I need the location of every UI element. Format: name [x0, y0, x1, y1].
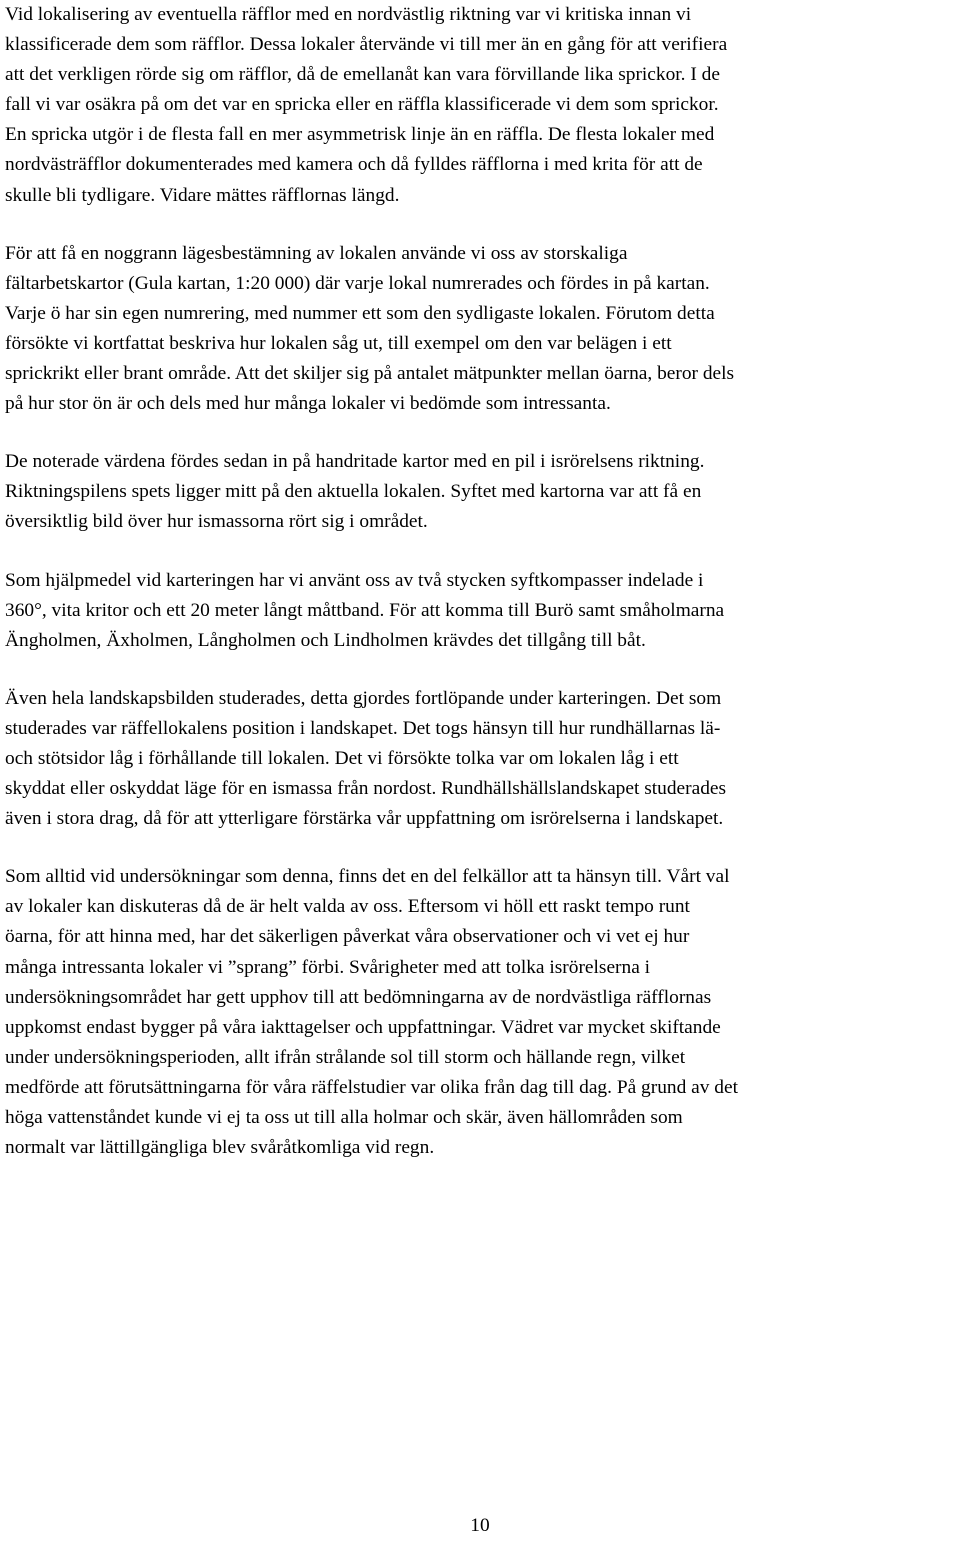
text-line: översiktlig bild över hur ismassorna rört sig i området.: [5, 511, 428, 533]
text-line: Vid lokalisering av eventuella räfflor med en nordvästlig riktning var vi kritiska innan vi: [5, 4, 692, 25]
paragraph-6: [5, 862, 955, 1163]
text-line: Varje ö har sin egen numrering, med nummer ett som den sydligaste lokalen. Förutom detta: [5, 302, 715, 324]
text-line: Riktningspilens spets ligger mitt på den aktuella lokalen. Syftet med kartorna var att få en: [5, 481, 702, 503]
text-line: sprickrikt eller brant område. Att det skiljer sig på antalet mätpunkter mellan öarna, beror dels: [5, 363, 735, 385]
text-line: Även hela landskapsbilden studerades, detta gjordes fortlöpande under karteringen. Det som: [5, 687, 722, 709]
text-line: höga vattenståndet kunde vi ej ta oss ut till alla holmar och skär, även hällområden som: [5, 1107, 683, 1128]
text-line: normalt var lättillgängliga blev svåråtkomliga vid regn.: [5, 1137, 435, 1159]
page-number: 10: [470, 1515, 490, 1536]
text-line: fältarbetskartor (Gula kartan, 1:20 000) där varje lokal numrerades och fördes in på kartan.: [5, 272, 710, 294]
text-line: studerades var räffellokalens position i landskapet. Det togs hänsyn till hur rundhällarnas lä-: [5, 717, 721, 739]
paragraph-1: [5, 0, 955, 211]
text-line: och stötsidor låg i förhållande till lokalen. Det vi försökte tolka var om lokalen låg i ett: [5, 747, 679, 769]
text-line: öarna, för att hinna med, har det säkerligen påverkat våra observationer och vi vet ej hur: [5, 926, 690, 948]
text-line: Som alltid vid undersökningar som denna, finns det en del felkällor att ta hänsyn till. Vårt val: [5, 866, 730, 888]
text-line: under undersökningsperioden, allt ifrån strålande sol till storm och hällande regn, vilket: [5, 1046, 686, 1068]
text-line: även i stora drag, då för att ytterligare förstärka vår uppfattning om isrörelserna i landskapet.: [5, 808, 724, 830]
paragraph-4: [5, 566, 955, 656]
text-line: undersökningsområdet har gett upphov till att bedömningarna av de nordvästliga räfflornas: [5, 986, 712, 1008]
text-line: Som hjälpmedel vid karteringen har vi använt oss av två stycken syftkompasser indelade i: [5, 569, 704, 591]
document-page: [5, 0, 955, 1191]
text-line: Ängholmen, Äxholmen, Långholmen och Lindholmen krävdes det tillgång till båt.: [5, 629, 646, 651]
text-line: medförde att förutsättningarna för våra räffelstudier var olika från dag till dag. På grund av det: [5, 1076, 738, 1098]
text-line: skyddat eller oskyddat läge för en ismassa från nordost. Rundhällshällslandskapet studerades: [5, 778, 727, 800]
text-line: många intressanta lokaler vi ”sprang” förbi. Svårigheter med att tolka isrörelserna i: [5, 956, 651, 978]
paragraph-5: [5, 684, 955, 834]
text-line: klassificerade dem som räfflor. Dessa lokaler återvände vi till mer än en gång för att verifiera: [5, 34, 728, 56]
text-line: av lokaler kan diskuteras då de är helt valda av oss. Eftersom vi höll ett raskt tempo runt: [5, 896, 690, 918]
text-line: nordvästräfflor dokumenterades med kamera och då fylldes räfflorna i med krita för att de: [5, 154, 703, 176]
text-line: fall vi var osäkra på om det var en spricka eller en räffla klassificerade vi dem som sprickor.: [5, 94, 719, 116]
text-line: uppkomst endast bygger på våra iakttagelser och uppfattningar. Vädret var mycket skiftande: [5, 1016, 721, 1038]
text-line: försökte vi kortfattat beskriva hur lokalen såg ut, till exempel om den var belägen i ett: [5, 332, 672, 354]
paragraph-3: [5, 447, 955, 537]
text-line: De noterade värdena fördes sedan in på handritade kartor med en pil i isrörelsens riktning.: [5, 451, 705, 473]
text-line: 360°, vita kritor och ett 20 meter långt måttband. För att komma till Burö samt småholmarna: [5, 599, 725, 621]
text-line: på hur stor ön är och dels med hur många lokaler vi bedömde som intressanta.: [5, 393, 611, 415]
text-line: För att få en noggrann lägesbestämning av lokalen använde vi oss av storskaliga: [5, 242, 628, 264]
text-line: En spricka utgör i de flesta fall en mer asymmetrisk linje än en räffla. De flesta lokaler med: [5, 124, 715, 146]
text-line: att det verkligen rörde sig om räfflor, då de emellanåt kan vara förvillande lika sprickor. I de: [5, 64, 720, 86]
text-line: skulle bli tydligare. Vidare mättes räfflornas längd.: [5, 184, 400, 206]
paragraph-2: [5, 239, 955, 420]
